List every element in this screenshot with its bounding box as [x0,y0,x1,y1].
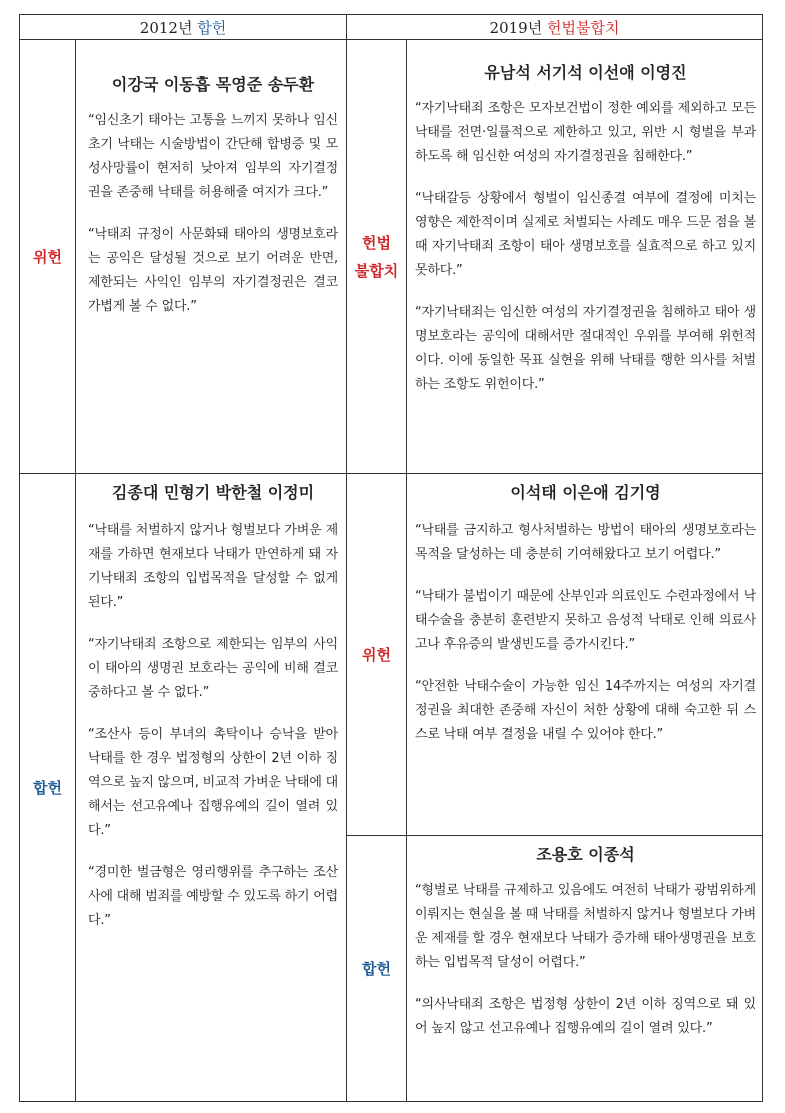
right-label-constitutional: 합헌 [347,836,407,1102]
opinion-quote: “안전한 낙태수술이 가능한 임신 14주까지는 여성의 자기결정권을 최대한 존중해 자신이 처한 상황에 대해 숙고한 뒤 스스로 낙태 여부 결정을 내릴 수 있어야 한다.” [415,679,756,742]
justices-names: 김종대 민형기 박한철 이정미 [111,483,315,502]
left-label-unconstitutional: 위헌 [20,40,76,474]
opinion-quote: “낙태를 처벌하지 않거나 형벌보다 가벼운 제재를 가하면 현재보다 낙태가 만연하게 돼 자기낙태죄 조항의 입법목적을 달성할 수 없게 된다.” [88,523,338,610]
header-row [20,15,763,40]
right-label-nonconformity-text: 헌법 불합치 [354,233,399,280]
justices-names: 이석태 이은애 김기영 [510,483,661,502]
row-block-1 [20,40,763,474]
opinion-quote: “조산사 등이 부녀의 촉탁이나 승낙을 받아 낙태를 한 경우 법정형의 상한이 2년 이하 징역으로 높지 않으며, 비교적 가벼운 낙태에 대해서는 선고유예나 집행유예의 길이 열려 있다.” [88,727,338,838]
opinion-quote: “자기낙태죄는 임신한 여성의 자기결정권을 침해하고 태아 생명보호라는 공익에 대해서만 절대적인 우위를 부여해 위헌적이다. 이에 동일한 목표 실현을 위해 낙태를 행한 의사를 처벌하는 조항도 위헌이다.” [415,305,756,392]
opinion-quote: “형벌로 낙태를 규제하고 있음에도 여전히 낙태가 광범위하게 이뤄지는 현실을 볼 때 낙태를 처벌하지 않거나 형벌보다 가벼운 제재를 할 경우 현재보다 낙태가 증가해 태아생명권을 보호하는 입법목적 달성이 어렵다.” [415,883,756,970]
left-opinion-constitutional [76,474,347,1102]
opinion-quote: “임신초기 태아는 고통을 느끼지 못하나 임신초기 낙태는 시술방법이 간단해 합병증 및 모성사망률이 현저히 낮아져 임부의 자기결정권을 존중해 낙태를 허용해줄 여지가 크다.” [88,113,338,200]
ruling-comparison-table [19,14,763,1102]
opinion-quote: “자기낙태죄 조항은 모자보건법이 정한 예외를 제외하고 모든 낙태를 전면·일률적으로 제한하고 있고, 위반 시 형벌을 부과하도록 해 임신한 여성의 자기결정권을 침해한다.” [415,101,756,164]
opinion-quote: “자기낙태죄 조항으로 제한되는 임부의 사익이 태아의 생명권 보호라는 공익에 비해 결코 중하다고 볼 수 없다.” [88,637,338,700]
justices-names: 유남석 서기석 이선애 이영진 [484,63,687,82]
row-block-2 [20,474,763,836]
left-opinion-unconstitutional [76,40,347,474]
header-2012-year: 2012년 [139,18,193,37]
justices-names: 조용호 이종석 [536,845,635,864]
right-label-unconstitutional: 위헌 [347,474,407,836]
header-2012 [20,15,347,40]
right-label-nonconformity [347,40,407,474]
opinion-quote: “낙태죄 규정이 사문화돼 태아의 생명보호라는 공익은 달성될 것으로 보기 어려운 반면, 제한되는 사익인 임부의 자기결정권은 결코 가볍게 볼 수 없다.” [88,227,338,314]
justices-names: 이강국 이동흡 목영준 송두환 [111,75,315,94]
opinion-quote: “낙태를 금지하고 형사처벌하는 방법이 태아의 생명보호라는 목적을 달성하는 데 충분히 기여해왔다고 보기 어렵다.” [415,523,756,562]
right-opinion-unconstitutional [407,474,763,836]
opinion-quote: “경미한 벌금형은 영리행위를 추구하는 조산사에 대해 범죄를 예방할 수 있도록 하기 어렵다.” [88,865,338,928]
left-label-constitutional: 합헌 [20,474,76,1102]
right-opinion-nonconformity [407,40,763,474]
opinion-quote: “낙태갈등 상황에서 형벌이 임신종결 여부에 결정에 미치는 영향은 제한적이며 실제로 처벌되는 사례도 매우 드문 점을 볼 때 자기낙태죄 조항이 태아 생명보호를 실효적으로 하고 있지 못하다.” [415,191,756,278]
header-2019 [347,15,763,40]
right-opinion-constitutional [407,836,763,1102]
opinion-quote: “낙태가 불법이기 때문에 산부인과 의료인도 수련과정에서 낙태수술을 충분히 훈련받지 못하고 음성적 낙태로 인해 의료사고나 후유증의 발생빈도를 증가시킨다.” [415,589,756,652]
header-2012-ruling: 합헌 [197,18,227,37]
header-2019-year: 2019년 [489,18,543,37]
header-2019-ruling: 헌법불합치 [547,18,620,37]
opinion-quote: “의사낙태죄 조항은 법정형 상한이 2년 이하 징역으로 돼 있어 높지 않고 선고유예나 집행유예의 길이 열려 있다.” [415,997,756,1036]
